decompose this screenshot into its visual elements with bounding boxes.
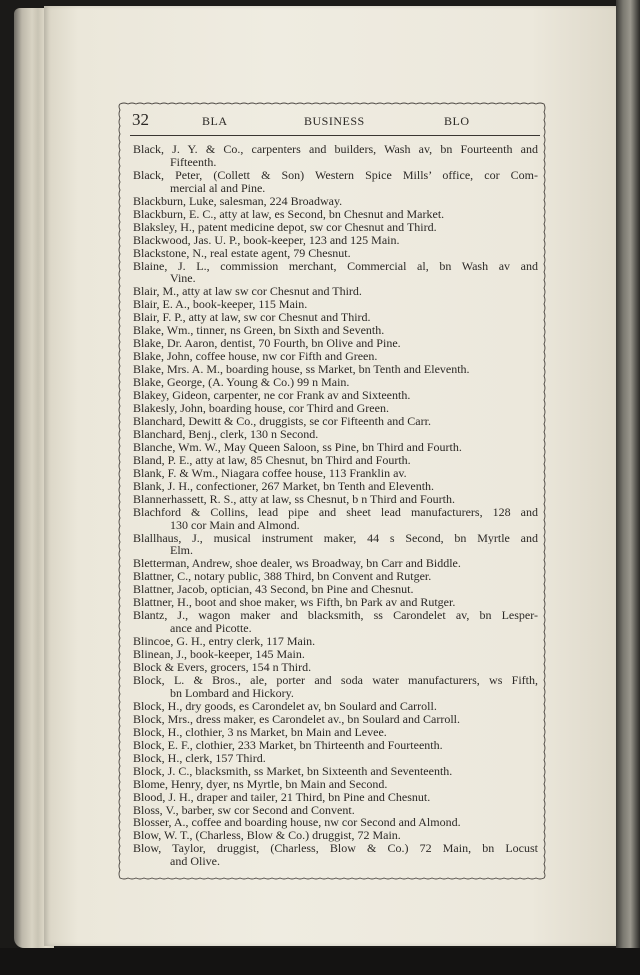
directory-entry <box>133 726 538 739</box>
directory-entry <box>133 493 538 506</box>
entry-text: Block, H., clerk, 157 Third. <box>133 750 266 765</box>
entry-text: Block, Mrs., dress maker, es Carondelet av., bn Soulard and Carroll. <box>133 711 460 726</box>
entry-text: Block, E. F., clothier, 233 Market, bn Thirteenth and Fourteenth. <box>133 737 443 752</box>
entry-continuation: and Olive. <box>170 854 220 869</box>
entry-text: Blackwood, Jas. U. P., book-keeper, 123 and 125 Main. <box>133 232 400 247</box>
book-spine-edge <box>616 0 640 975</box>
directory-entry <box>133 532 538 558</box>
entry-continuation: mercial al and Pine. <box>170 180 266 195</box>
directory-entry <box>133 415 538 428</box>
directory-entry <box>133 234 538 247</box>
entry-text: Bloss, V., barber, sw cor Second and Convent. <box>133 802 355 817</box>
entry-text: Blallhaus, J., musical instrument maker, 44 s Second, bn Myrtle and <box>133 531 538 545</box>
entry-text: Blaine, J. L., commission merchant, Commercial al, bn Wash av and <box>133 259 538 273</box>
entry-text: Blake, Mrs. A. M., boarding house, ss Market, bn Tenth and Eleventh. <box>133 362 470 377</box>
entry-text: Blattner, Jacob, optician, 43 Second, bn Pine and Chesnut. <box>133 582 414 597</box>
entry-text: Block, L. & Bros., ale, porter and soda water manufacturers, ws Fifth, <box>133 673 538 687</box>
entry-text: Blattner, H., boot and shoe maker, ws Fifth, bn Park av and Rutger. <box>133 595 456 610</box>
entry-text: Blannerhassett, R. S., atty at law, ss Chesnut, b n Third and Fourth. <box>133 491 455 506</box>
directory-entry <box>133 739 538 752</box>
directory-entry <box>133 260 538 286</box>
left-guide-word: BLA <box>202 114 228 128</box>
entry-text: Blow, W. T., (Charless, Blow & Co.) druggist, 72 Main. <box>133 828 401 843</box>
directory-entry <box>133 506 538 532</box>
directory-entry <box>133 169 538 195</box>
directory-entry <box>133 778 538 791</box>
entry-text: Blackstone, N., real estate agent, 79 Chesnut. <box>133 245 351 260</box>
directory-entry <box>133 609 538 635</box>
entry-continuation: Elm. <box>170 543 193 558</box>
entry-text: Blanchard, Dewitt & Co., druggists, se cor Fifteenth and Carr. <box>133 413 431 428</box>
entry-text: Blackburn, E. C., atty at law, es Second, bn Chesnut and Market. <box>133 206 445 221</box>
entry-text: Blosser, A., coffee and boarding house, nw cor Second and Almond. <box>133 815 461 830</box>
header-rule <box>130 135 540 136</box>
entry-text: Blake, Wm., tinner, ns Green, bn Sixth and Seventh. <box>133 323 385 338</box>
entry-text: Blanche, Wm. W., May Queen Saloon, ss Pine, bn Third and Fourth. <box>133 439 462 454</box>
directory-entry <box>133 674 538 700</box>
directory-entry <box>133 842 538 868</box>
directory-entry <box>133 752 538 765</box>
entry-continuation: ance and Picotte. <box>170 621 252 636</box>
directory-entries <box>133 143 538 868</box>
entry-text: Blachford & Collins, lead pipe and sheet lead manufacturers, 128 and <box>133 505 538 519</box>
directory-entry <box>133 467 538 480</box>
entry-text: Blair, E. A., book-keeper, 115 Main. <box>133 297 308 312</box>
entry-text: Blake, John, coffee house, nw cor Fifth and Green. <box>133 349 378 364</box>
directory-entry <box>133 428 538 441</box>
directory-entry <box>133 195 538 208</box>
directory-entry <box>133 765 538 778</box>
entry-text: Blaksley, H., patent medicine depot, sw cor Chesnut and Third. <box>133 219 437 234</box>
directory-entry <box>133 454 538 467</box>
entry-text: Blake, Dr. Aaron, dentist, 70 Fourth, bn Olive and Pine. <box>133 336 401 351</box>
directory-entry <box>133 480 538 493</box>
running-header <box>132 110 538 130</box>
entry-text: Blair, M., atty at law sw cor Chesnut and Third. <box>133 284 362 299</box>
entry-continuation: Vine. <box>170 271 196 286</box>
entry-text: Blome, Henry, dyer, ns Myrtle, bn Main and Second. <box>133 776 388 791</box>
section-title: BUSINESS <box>304 114 365 128</box>
entry-text: Blincoe, G. H., entry clerk, 117 Main. <box>133 634 316 649</box>
entry-continuation: 130 cor Main and Almond. <box>170 517 300 532</box>
entry-text: Block, H., dry goods, es Carondelet av, bn Soulard and Carroll. <box>133 698 437 713</box>
directory-entry <box>133 791 538 804</box>
entry-text: Black, J. Y. & Co., carpenters and builders, Wash av, bn Fourteenth and <box>133 143 538 156</box>
entry-text: Blakesly, John, boarding house, cor Third and Green. <box>133 401 389 416</box>
directory-entry <box>133 143 538 169</box>
directory-entry <box>133 829 538 842</box>
entry-text: Blinean, J., book-keeper, 145 Main. <box>133 647 305 662</box>
right-guide-word: BLO <box>444 114 470 128</box>
entry-text: Blantz, J., wagon maker and blacksmith, ss Carondelet av, bn Lesper- <box>133 609 538 623</box>
entry-text: Blank, F. & Wm., Niagara coffee house, 113 Franklin av. <box>133 465 407 480</box>
directory-entry <box>133 596 538 609</box>
directory-entry <box>133 441 538 454</box>
entry-text: Blake, George, (A. Young & Co.) 99 n Main. <box>133 375 350 390</box>
entry-text: Blow, Taylor, druggist, (Charless, Blow & Co.) 72 Main, bn Locust <box>133 842 538 856</box>
entry-text: Blackburn, Luke, salesman, 224 Broadway. <box>133 193 343 208</box>
scan-background <box>0 948 640 975</box>
entry-text: Black, Peter, (Collett & Son) Western Spice Mills’ office, cor Com- <box>133 168 538 182</box>
entry-text: Blanchard, Benj., clerk, 130 n Second. <box>133 426 319 441</box>
entry-text: Block, H., clothier, 3 ns Market, bn Main and Levee. <box>133 724 387 739</box>
directory-entry <box>133 208 538 221</box>
page-number: 32 <box>132 110 149 129</box>
directory-entry <box>133 661 538 674</box>
entry-text: Bletterman, Andrew, shoe dealer, ws Broadway, bn Carr and Biddle. <box>133 556 461 571</box>
entry-text: Blakey, Gideon, carpenter, ne cor Frank av and Sixteenth. <box>133 388 411 403</box>
directory-entry <box>133 221 538 234</box>
entry-text: Blank, J. H., confectioner, 267 Market, bn Tenth and Eleventh. <box>133 478 435 493</box>
entry-text: Blood, J. H., draper and tailer, 21 Third, bn Pine and Chesnut. <box>133 789 431 804</box>
entry-text: Blattner, C., notary public, 388 Third, bn Convent and Rutger. <box>133 569 432 584</box>
entry-text: Blair, F. P., atty at law, sw cor Chesnut and Third. <box>133 310 371 325</box>
directory-entry <box>133 247 538 260</box>
entry-continuation: Fifteenth. <box>170 154 217 169</box>
directory-entry <box>133 713 538 726</box>
entry-continuation: bn Lombard and Hickory. <box>170 685 294 700</box>
directory-entry <box>133 700 538 713</box>
entry-text: Block & Evers, grocers, 154 n Third. <box>133 660 312 675</box>
entry-text: Block, J. C., blacksmith, ss Market, bn Sixteenth and Seventeenth. <box>133 763 453 778</box>
entry-text: Bland, P. E., atty at law, 85 Chesnut, bn Third and Fourth. <box>133 452 411 467</box>
